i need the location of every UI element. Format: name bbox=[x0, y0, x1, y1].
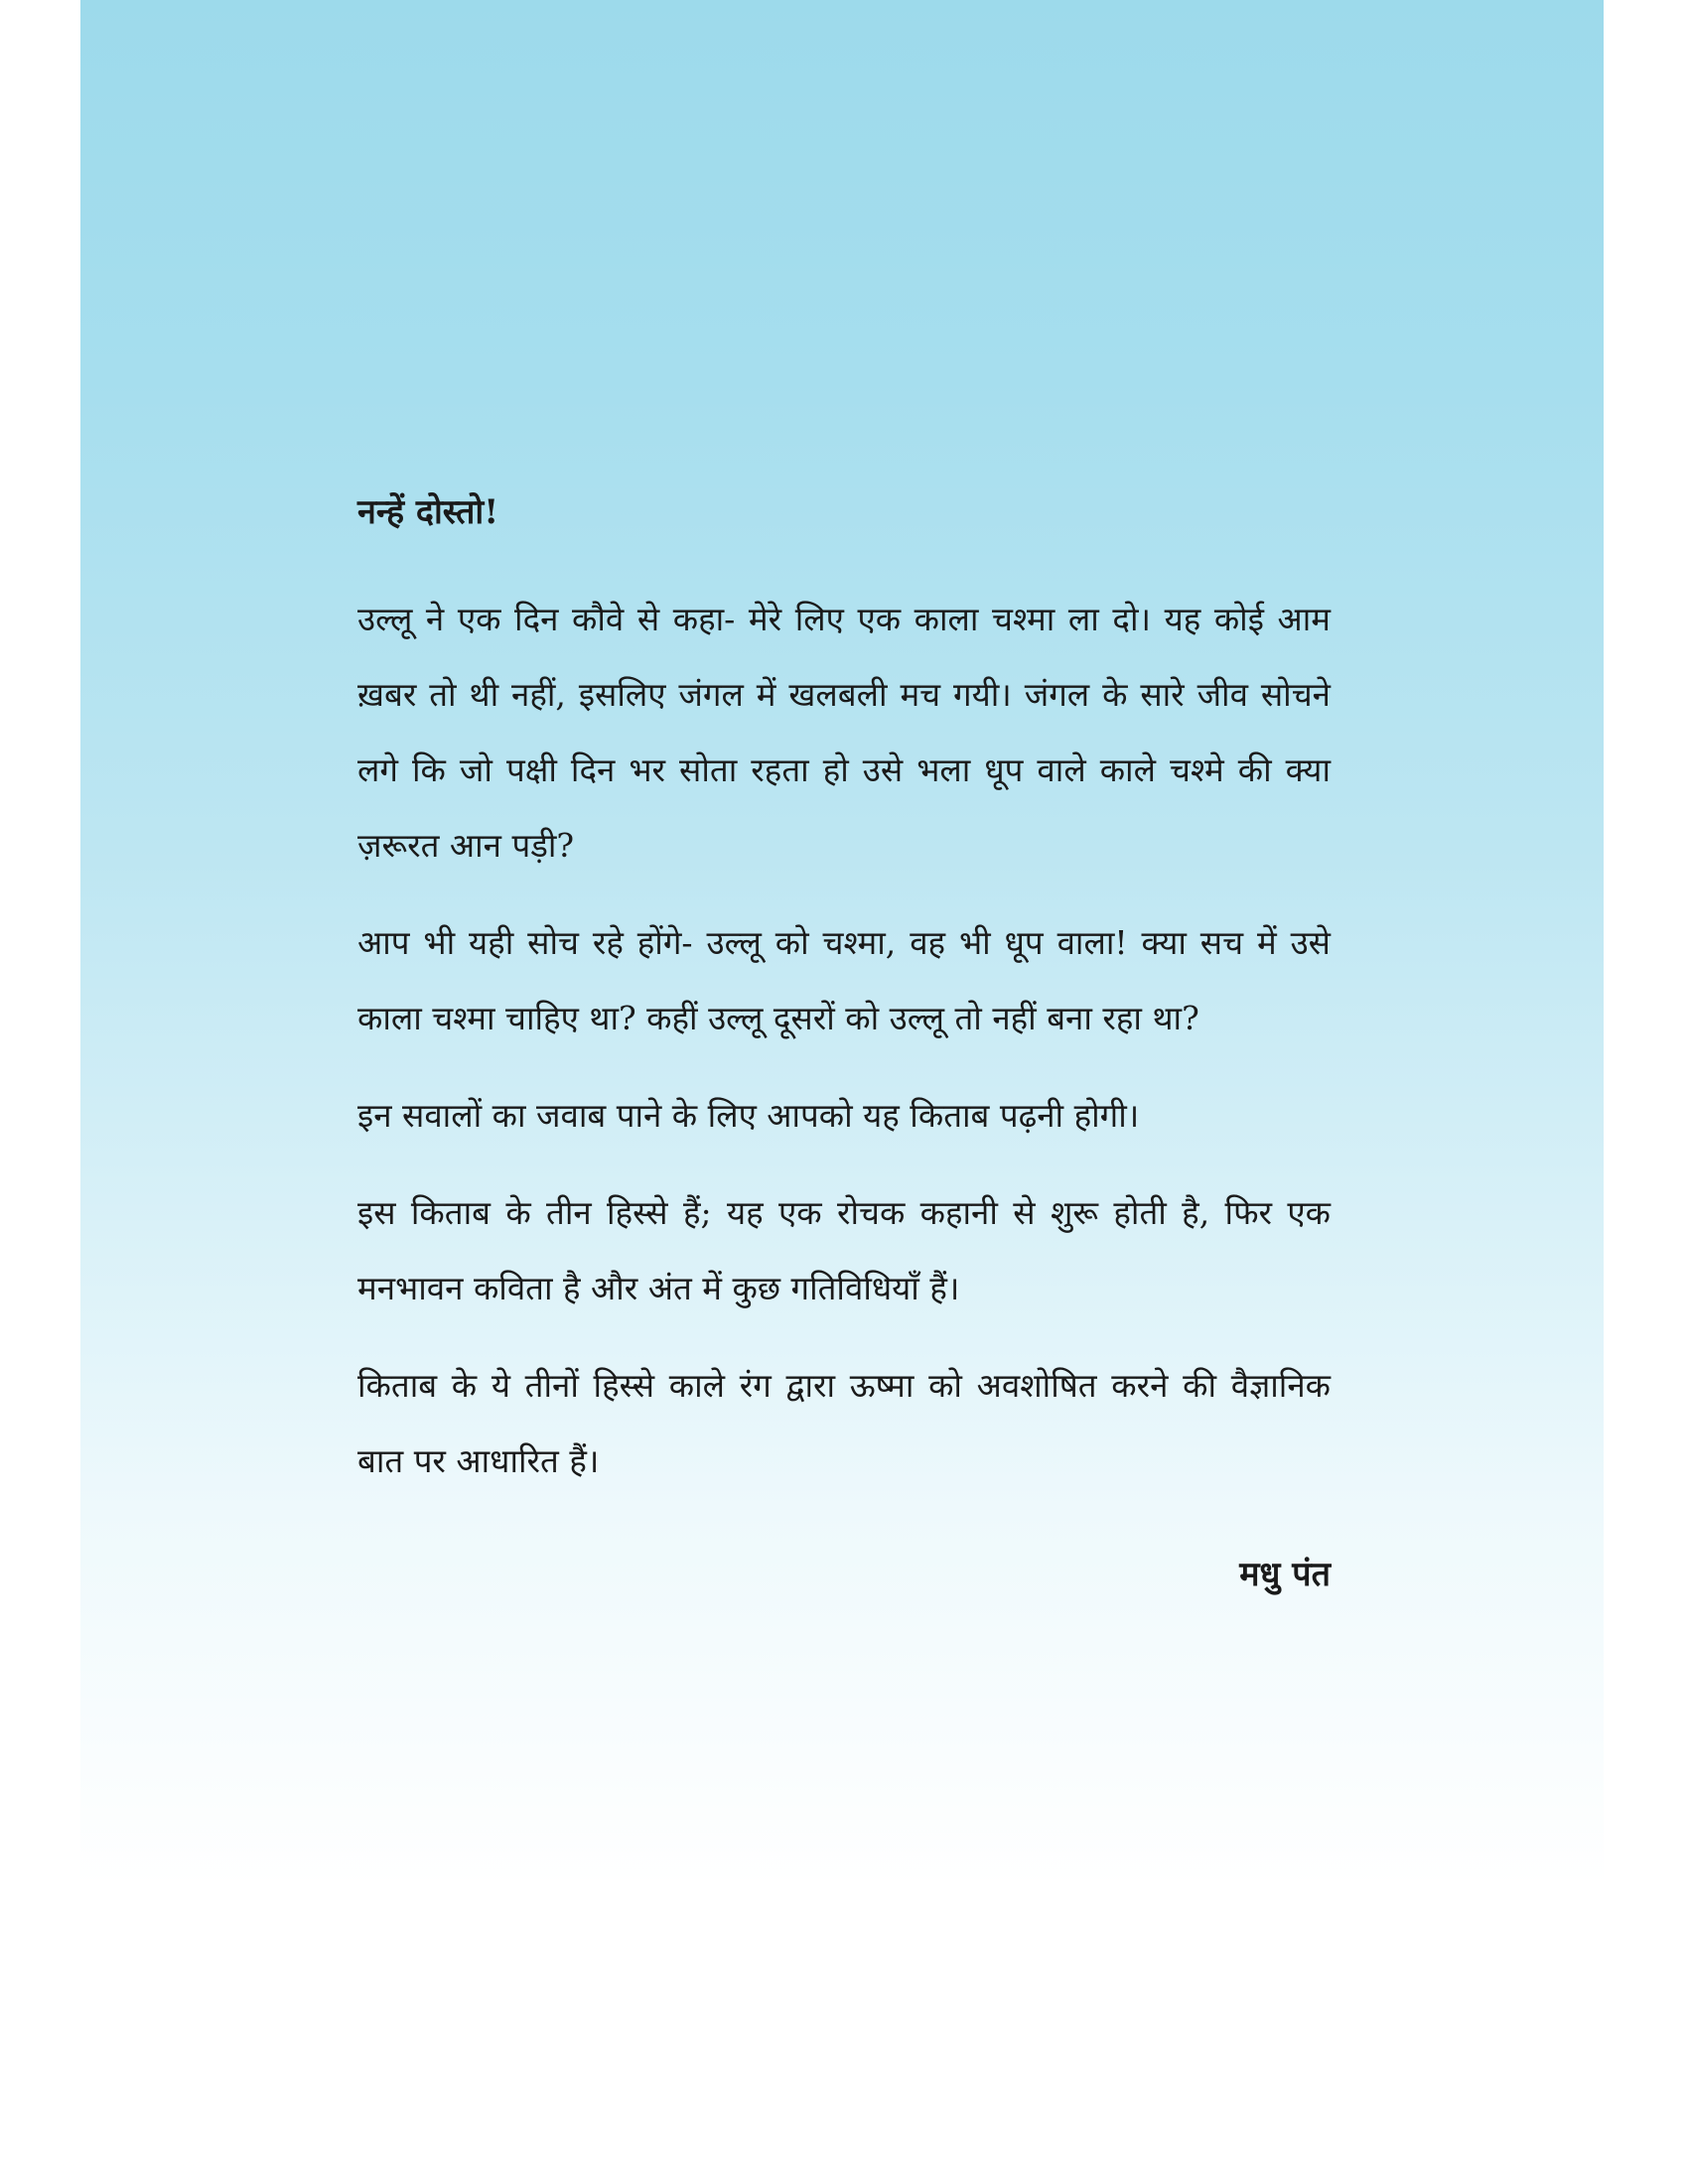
paragraph-question: आप भी यही सोच रहे होंगे- उल्लू को चश्मा, वह भी धूप वाला! क्या सच में उसे काला चश्मा चाहिए था? कहीं उल्लू दूसरों को उल्लू तो नहीं बना रहा था? bbox=[357, 923, 1331, 1037]
paragraph-intro: उल्लू ने एक दिन कौवे से कहा- मेरे लिए एक काला चश्मा ला दो। यह कोई आम ख़बर तो थी नहीं, इसलिए जंगल में खलबली मच गयी। जंगल के सारे जीव सोचने लगे कि जो पक्षी दिन भर सोता रहता हो उसे भला धूप वाले काले चश्मे की क्या ज़रूरत आन पड़ी? bbox=[357, 600, 1331, 865]
paragraph-read-book: इन सवालों का जवाब पाने के लिए आपको यह किताब पढ़नी होगी। bbox=[357, 1096, 1140, 1135]
paragraph-book-parts: इस किताब के तीन हिस्से हैं; यह एक रोचक कहानी से शुरू होती है, फिर एक मनभावन कविता है और अंत में कुछ गतिविधियाँ हैं। bbox=[357, 1193, 1331, 1307]
letter-content bbox=[357, 477, 1331, 1610]
author-name: मधु पंत bbox=[1239, 1555, 1331, 1594]
paragraph-science-basis: किताब के ये तीनों हिस्से काले रंग द्वारा ऊष्मा को अवशोषित करने की वैज्ञानिक बात पर आधारित हैं। bbox=[357, 1366, 1331, 1480]
greeting-heading: नन्हें दोस्तो! bbox=[357, 492, 499, 532]
